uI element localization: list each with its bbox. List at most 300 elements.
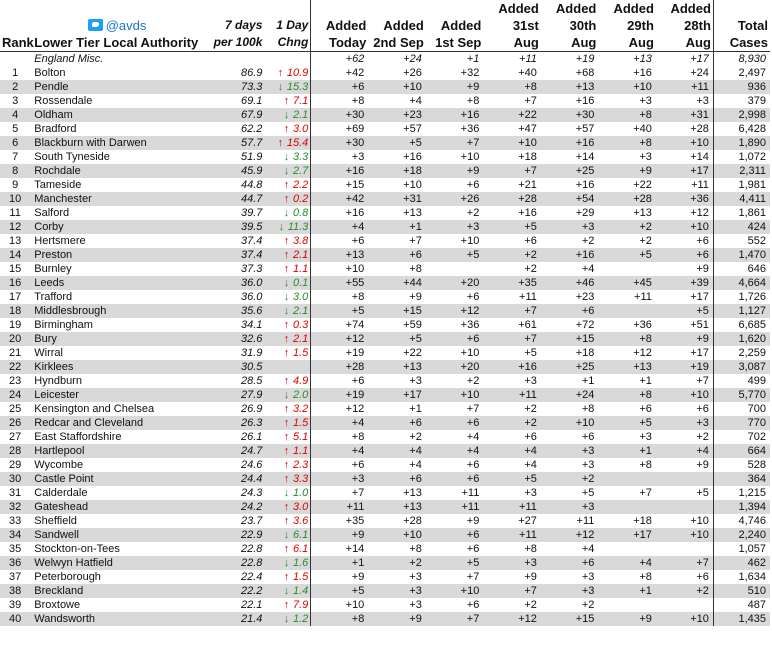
arrow-down-icon: ↓ — [283, 557, 290, 569]
total-cases-cell: 487 — [713, 598, 770, 612]
added-cell: +2 — [368, 556, 426, 570]
added-cell: +2 — [409, 431, 422, 443]
added-cell: +4 — [311, 416, 369, 430]
added-cell: +14 — [690, 151, 709, 163]
added-cell: +10 — [541, 416, 599, 430]
added-cell: +3 — [639, 95, 652, 107]
authority-name: Trafford — [34, 291, 73, 303]
added-cell: +11 — [483, 528, 541, 542]
change-value: 0.3 — [293, 319, 309, 331]
added-cell: +3 — [639, 151, 652, 163]
added-cell: +17 — [598, 528, 656, 542]
table-row — [0, 584, 770, 598]
rank-cell: 16 — [0, 276, 30, 290]
added-cell: +3 — [409, 571, 422, 583]
added-cell: +11 — [519, 291, 537, 303]
added-cell: +3 — [541, 500, 599, 514]
rank-cell: 39 — [9, 599, 22, 611]
twitter-handle[interactable]: @avds — [105, 18, 147, 33]
table-row — [0, 542, 770, 556]
change-cell — [264, 234, 310, 248]
header-added-2nd-sep: Added 2nd Sep — [368, 0, 426, 52]
added-cell: +9 — [696, 263, 709, 275]
added-cell: +7 — [696, 375, 709, 387]
authority-name: Hertsmere — [34, 235, 86, 247]
added-cell: +1 — [598, 584, 656, 598]
header-rank: Rank — [0, 0, 30, 52]
added-cell: +3 — [524, 375, 537, 387]
added-cell: +4 — [524, 459, 537, 471]
added-cell: +27 — [518, 515, 537, 527]
change-value: 7.1 — [293, 95, 309, 107]
authority-name: Wandsworth — [30, 612, 202, 626]
change-value: 7.9 — [293, 599, 309, 611]
added-cell: +1 — [598, 444, 656, 458]
arrow-down-icon: ↓ — [283, 487, 290, 499]
added-cell: +6 — [524, 431, 537, 443]
per100k-cell: 36.0 — [202, 276, 265, 290]
change-cell — [264, 164, 310, 178]
added-cell: +17 — [690, 53, 709, 65]
change-value: 2.7 — [293, 165, 309, 177]
arrow-up-icon: ↑ — [283, 445, 290, 457]
arrow-up-icon: ↑ — [283, 347, 290, 359]
change-value: 3.2 — [293, 403, 309, 415]
authority-name: Gateshead — [30, 500, 202, 514]
change-value: 6.1 — [293, 529, 309, 541]
added-cell: +12 — [541, 528, 599, 542]
added-cell: +3 — [311, 472, 369, 486]
per100k-cell: 22.8 — [202, 556, 265, 570]
added-cell: +44 — [368, 276, 426, 290]
added-cell: +16 — [633, 67, 652, 79]
added-cell: +72 — [575, 319, 595, 331]
added-cell: +8 — [598, 136, 656, 150]
change-cell — [264, 458, 310, 472]
change-cell — [264, 332, 310, 346]
per100k-cell: 34.1 — [240, 319, 263, 331]
authority-name: Hyndburn — [34, 375, 82, 387]
added-cell: +11 — [483, 500, 541, 514]
rank-cell: 37 — [9, 571, 22, 583]
rank-cell: 1 — [12, 67, 19, 79]
added-cell: +12 — [633, 347, 652, 359]
table-row — [0, 108, 770, 122]
added-cell: +2 — [656, 584, 714, 598]
added-cell: +18 — [575, 347, 595, 359]
arrow-down-icon: ↓ — [283, 207, 290, 219]
total-cases-cell: 499 — [713, 374, 770, 388]
change-value: 3.0 — [293, 501, 309, 513]
table-row — [0, 304, 770, 318]
added-cell: +4 — [409, 95, 422, 107]
per100k-cell: 36.0 — [240, 291, 263, 303]
authority-name: Blackburn with Darwen — [30, 136, 202, 150]
change-value: 6.1 — [293, 543, 309, 555]
rank-cell: 5 — [12, 123, 19, 135]
added-cell: +7 — [524, 95, 537, 107]
per100k-cell: 26.3 — [202, 416, 265, 430]
added-cell: +31 — [368, 192, 426, 206]
added-cell: +30 — [311, 136, 369, 150]
authority-name: Rochdale — [30, 164, 202, 178]
added-cell: +30 — [311, 108, 369, 122]
added-cell: +10 — [460, 347, 480, 359]
rank-cell: 21 — [9, 347, 22, 359]
added-cell: +5 — [311, 304, 369, 318]
added-cell: +6 — [368, 472, 426, 486]
change-value: 0.8 — [293, 207, 309, 219]
added-cell: +9 — [426, 80, 484, 94]
change-value: 3.0 — [293, 123, 309, 135]
table-row — [0, 402, 770, 416]
added-cell: +35 — [311, 514, 369, 528]
change-value: 2.0 — [293, 389, 309, 401]
arrow-down-icon: ↓ — [283, 151, 290, 163]
table-row — [0, 500, 770, 514]
added-cell: +29 — [575, 207, 595, 219]
added-cell: +3 — [541, 444, 599, 458]
added-cell: +5 — [483, 220, 541, 234]
added-cell: +8 — [483, 80, 541, 94]
table-body — [0, 52, 770, 627]
added-cell: +13 — [633, 53, 652, 65]
change-value: 4.9 — [293, 375, 309, 387]
added-cell: +7 — [426, 136, 484, 150]
added-cell: +5 — [311, 584, 369, 598]
added-cell: +25 — [541, 360, 599, 374]
arrow-up-icon: ↑ — [277, 67, 284, 79]
authority-name: Stockton-on-Tees — [34, 543, 120, 555]
added-cell: +9 — [409, 291, 422, 303]
added-cell: +28 — [483, 192, 541, 206]
added-cell — [598, 500, 656, 514]
per100k-cell: 22.2 — [202, 584, 265, 598]
authority-name: East Staffordshire — [34, 431, 122, 443]
rank-cell: 20 — [0, 332, 30, 346]
added-cell: +11 — [634, 291, 652, 303]
added-cell: +7 — [409, 235, 422, 247]
total-cases-cell: 4,664 — [713, 276, 770, 290]
table-row — [0, 486, 770, 500]
table-row — [0, 206, 770, 220]
arrow-up-icon: ↑ — [283, 515, 290, 527]
arrow-down-icon: ↓ — [283, 277, 290, 289]
added-cell: +6 — [368, 416, 426, 430]
added-cell: +7 — [311, 486, 369, 500]
arrow-down-icon: ↓ — [283, 165, 290, 177]
added-cell: +13 — [598, 360, 656, 374]
added-cell: +4 — [368, 444, 426, 458]
arrow-down-icon: ↓ — [283, 109, 290, 121]
arrow-up-icon: ↑ — [283, 95, 290, 107]
rank-cell: 3 — [12, 95, 19, 107]
change-cell — [264, 276, 310, 290]
added-cell: +20 — [426, 276, 484, 290]
arrow-up-icon: ↑ — [277, 137, 284, 149]
added-cell: +3 — [409, 375, 422, 387]
change-value: 1.5 — [293, 417, 309, 429]
added-cell: +24 — [541, 388, 599, 402]
added-cell: +9 — [696, 459, 709, 471]
total-cases-cell: 528 — [713, 458, 770, 472]
change-cell — [264, 66, 310, 80]
rank-cell: 22 — [0, 360, 30, 374]
total-cases-cell: 379 — [713, 94, 770, 108]
added-cell: +10 — [656, 220, 714, 234]
added-cell: +4 — [426, 444, 484, 458]
added-cell: +4 — [409, 459, 422, 471]
added-cell: +19 — [575, 53, 595, 65]
total-cases-cell: 1,057 — [713, 542, 770, 556]
added-cell: +9 — [598, 164, 656, 178]
rank-cell: 32 — [0, 500, 30, 514]
change-value: 1.2 — [293, 613, 309, 625]
authority-name: Burnley — [34, 263, 72, 275]
rank-cell: 13 — [9, 235, 22, 247]
total-cases-cell: 1,726 — [713, 290, 770, 304]
added-cell: +2 — [541, 472, 599, 486]
added-cell: +24 — [690, 67, 709, 79]
arrow-up-icon: ↑ — [283, 263, 290, 275]
rank-cell: 28 — [0, 444, 30, 458]
added-cell: +16 — [575, 95, 595, 107]
change-value: 15.4 — [286, 137, 309, 149]
added-cell: +14 — [311, 542, 369, 556]
added-cell: +17 — [656, 164, 714, 178]
change-value: 1.1 — [293, 445, 309, 457]
change-value: 2.2 — [293, 179, 309, 191]
rank-cell — [0, 52, 30, 67]
authority-name: Salford — [34, 207, 70, 219]
added-cell: +31 — [656, 108, 714, 122]
added-cell: +3 — [483, 556, 541, 570]
added-cell: +18 — [368, 164, 426, 178]
authority-name: Kirklees — [30, 360, 202, 374]
change-cell — [264, 346, 310, 360]
added-cell: +5 — [483, 472, 541, 486]
added-cell: +7 — [483, 164, 541, 178]
per100k-cell: 24.2 — [202, 500, 265, 514]
added-cell: +54 — [541, 192, 599, 206]
added-cell: +8 — [409, 543, 422, 555]
added-cell: +16 — [311, 164, 369, 178]
rank-cell: 27 — [9, 431, 22, 443]
authority-name: Broxtowe — [34, 599, 81, 611]
total-cases-cell: 700 — [713, 402, 770, 416]
total-cases-cell: 5,770 — [713, 388, 770, 402]
added-cell: +10 — [426, 388, 484, 402]
added-cell: +55 — [311, 276, 369, 290]
added-cell: +6 — [311, 80, 369, 94]
change-cell — [264, 262, 310, 276]
added-cell: +4 — [581, 263, 595, 275]
per100k-cell: 26.1 — [240, 431, 263, 443]
change-cell — [264, 304, 310, 318]
added-cell: +57 — [575, 123, 595, 135]
total-cases-cell: 2,497 — [713, 66, 770, 80]
added-cell: +6 — [696, 235, 709, 247]
added-cell: +36 — [633, 319, 652, 331]
added-cell: +2 — [524, 403, 537, 415]
added-cell: +46 — [541, 276, 599, 290]
added-cell: +3 — [409, 599, 422, 611]
added-cell: +22 — [483, 108, 541, 122]
change-cell — [264, 108, 310, 122]
authority-name: Preston — [30, 248, 202, 262]
added-cell: +40 — [633, 123, 652, 135]
per100k-cell: 39.5 — [202, 220, 265, 234]
added-cell — [598, 472, 656, 486]
header-added-today: Added Today — [311, 0, 369, 52]
added-cell: +5 — [426, 248, 484, 262]
added-cell: +11 — [691, 179, 709, 191]
added-cell: +11 — [519, 53, 537, 65]
total-cases-cell: 1,394 — [713, 500, 770, 514]
added-cell: +3 — [368, 584, 426, 598]
rank-cell: 15 — [9, 263, 22, 275]
total-cases-cell: 646 — [713, 262, 770, 276]
change-cell — [264, 122, 310, 136]
per100k-cell: 51.9 — [240, 151, 263, 163]
added-cell: +7 — [426, 612, 484, 626]
total-cases-cell: 424 — [713, 220, 770, 234]
change-cell — [264, 290, 310, 304]
added-cell: +12 — [426, 304, 484, 318]
added-cell: +10 — [690, 515, 709, 527]
total-cases-cell: 1,215 — [713, 486, 770, 500]
added-cell: +61 — [518, 319, 537, 331]
added-cell: +23 — [575, 291, 595, 303]
added-cell: +28 — [403, 515, 422, 527]
added-cell: +9 — [524, 571, 537, 583]
change-value: 5.1 — [293, 431, 309, 443]
added-cell: +6 — [696, 403, 709, 415]
per100k-cell: 37.4 — [202, 248, 265, 262]
rank-cell: 10 — [0, 192, 30, 206]
table-row — [0, 346, 770, 360]
rank-cell: 4 — [0, 108, 30, 122]
added-cell: +30 — [541, 108, 599, 122]
total-cases-cell: 936 — [713, 80, 770, 94]
change-value: 1.1 — [293, 263, 309, 275]
added-cell: +3 — [524, 487, 537, 499]
added-cell — [656, 598, 714, 612]
rank-cell: 19 — [9, 319, 22, 331]
added-cell: +2 — [598, 220, 656, 234]
added-cell: +3 — [426, 220, 484, 234]
added-cell: +59 — [403, 319, 422, 331]
added-cell: +11 — [461, 487, 480, 499]
rank-cell: 24 — [0, 388, 30, 402]
added-cell: +28 — [311, 360, 369, 374]
added-cell: +6 — [581, 431, 595, 443]
added-cell: +7 — [639, 487, 652, 499]
added-cell: +42 — [311, 192, 369, 206]
arrow-up-icon: ↑ — [283, 543, 290, 555]
added-cell: +6 — [466, 599, 480, 611]
added-cell — [598, 304, 656, 318]
total-cases-cell: 1,634 — [713, 570, 770, 584]
added-cell: +11 — [576, 515, 595, 527]
arrow-up-icon: ↑ — [283, 235, 290, 247]
change-value: 3.8 — [293, 235, 309, 247]
added-cell: +8 — [639, 459, 652, 471]
added-cell: +11 — [483, 388, 541, 402]
added-cell: +4 — [656, 444, 714, 458]
arrow-up-icon: ↑ — [283, 249, 290, 261]
rank-cell: 34 — [0, 528, 30, 542]
arrow-down-icon: ↓ — [283, 305, 290, 317]
added-cell: +19 — [311, 388, 369, 402]
header-authority — [30, 0, 202, 52]
authority-name: Castle Point — [30, 472, 202, 486]
added-cell: +2 — [466, 207, 480, 219]
change-cell — [264, 612, 310, 626]
added-cell: +7 — [466, 571, 480, 583]
per100k-cell: 44.7 — [202, 192, 265, 206]
added-cell: +5 — [656, 304, 714, 318]
per100k-cell: 32.6 — [202, 332, 265, 346]
table-row — [0, 234, 770, 248]
added-cell: +9 — [598, 612, 656, 626]
added-cell: +10 — [656, 528, 714, 542]
misc-row — [0, 52, 770, 67]
per100k-cell: 35.6 — [202, 304, 265, 318]
table-row — [0, 416, 770, 430]
arrow-up-icon: ↑ — [283, 375, 290, 387]
rank-cell: 33 — [9, 515, 22, 527]
added-cell — [656, 500, 714, 514]
total-cases-cell: 1,620 — [713, 332, 770, 346]
per100k-cell: 23.7 — [240, 515, 263, 527]
change-value: 1.5 — [293, 347, 309, 359]
arrow-up-icon: ↑ — [283, 403, 290, 415]
added-cell: +6 — [466, 179, 480, 191]
added-cell: +39 — [656, 276, 714, 290]
table-row — [0, 122, 770, 136]
added-cell: +10 — [403, 179, 422, 191]
added-cell: +17 — [690, 291, 709, 303]
added-cell: +4 — [598, 556, 656, 570]
per100k-cell: 24.3 — [240, 487, 263, 499]
added-cell: +8 — [598, 388, 656, 402]
added-cell: +17 — [368, 388, 426, 402]
added-cell: +36 — [460, 123, 480, 135]
added-cell: +10 — [460, 235, 480, 247]
rank-cell: 26 — [0, 416, 30, 430]
added-cell: +2 — [483, 248, 541, 262]
added-cell: +5 — [696, 487, 709, 499]
change-value: 1.5 — [293, 571, 309, 583]
rank-cell: 6 — [0, 136, 30, 150]
added-cell: +8 — [311, 94, 369, 108]
added-cell: +7 — [466, 403, 480, 415]
added-cell: +6 — [368, 248, 426, 262]
arrow-up-icon: ↑ — [283, 431, 290, 443]
authority-name: Wycombe — [34, 459, 84, 471]
added-cell: +5 — [581, 487, 595, 499]
added-cell: +35 — [483, 276, 541, 290]
per100k-cell: 69.1 — [240, 95, 263, 107]
added-cell: +10 — [311, 598, 369, 612]
total-cases-cell: 6,685 — [713, 318, 770, 332]
change-cell — [264, 220, 310, 234]
change-value: 1.4 — [293, 585, 309, 597]
added-cell: +5 — [598, 248, 656, 262]
per100k-cell: 22.4 — [240, 571, 263, 583]
per100k-cell: 28.5 — [240, 375, 263, 387]
